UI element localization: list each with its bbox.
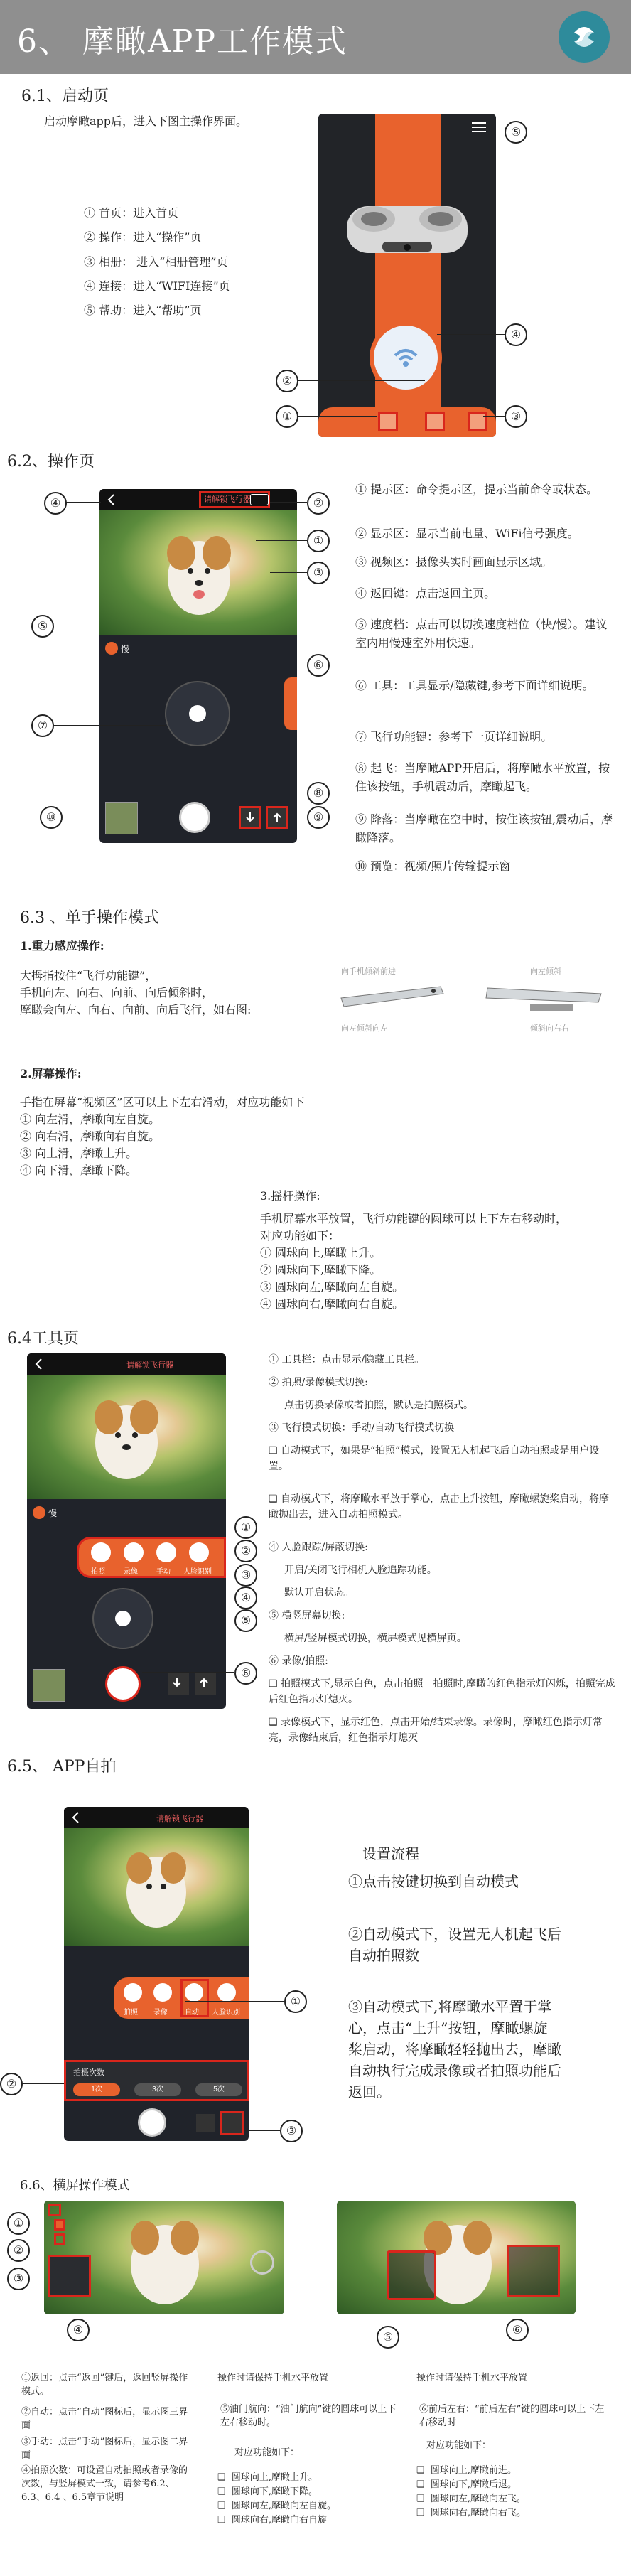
face-track-icon[interactable] (189, 1542, 209, 1562)
s64-item-3: 点击切换录像或者拍照，默认是拍照模式。 (284, 1400, 473, 1411)
callout-2: ② (7, 2239, 30, 2262)
back-icon[interactable] (68, 1810, 84, 1825)
land-button[interactable] (196, 2114, 215, 2132)
s66-col1-item-2: ②自动：点击“自动”图标后，显示图三界面 (21, 2407, 188, 2431)
s61-item-5: ⑤ 帮助：进入“帮助”页 (84, 304, 202, 317)
s62-item-2: ② 显示区：显示当前电量、WiFi信号强度。 (355, 527, 579, 540)
video-area[interactable] (64, 1828, 249, 1946)
back-icon[interactable] (48, 2204, 61, 2216)
s63-p2-title: 2.屏幕操作: (20, 1067, 82, 1080)
s64-item-6: ❑ 自动模式下，将摩瞰水平放于掌心，点击上升按钮，摩瞰螺旋桨启动，将摩瞰抛出去，进入自动拍照模式。 (269, 1493, 609, 1520)
callout-2: ② (234, 1540, 257, 1562)
leader-line (437, 334, 505, 335)
s62-item-1: ① 提示区：命令提示区，提示当前命令或状态。 (355, 483, 598, 496)
shot-count-panel (48, 2255, 91, 2297)
land-button[interactable] (168, 1673, 189, 1695)
preview-thumbnail[interactable] (33, 1669, 65, 1702)
takeoff-button[interactable] (266, 806, 288, 829)
callout-3: ③ (505, 405, 527, 428)
s62-item-4: ④ 返回键：点击返回主页。 (355, 586, 496, 600)
s66-col2-list-2: ❑ 圆球向下,摩瞰下降。 (217, 2486, 318, 2497)
video-area[interactable] (99, 510, 297, 635)
s66-col2-item: ⑤油门航向：“油门航向”键的圆球可以上下左右移动时。 (220, 2404, 397, 2428)
callout-3: ③ (307, 562, 330, 584)
tool-toggle[interactable] (284, 677, 297, 730)
leader-line (256, 540, 307, 541)
landscape-screen-mockup-1 (44, 2201, 284, 2314)
direction-joystick[interactable] (507, 2245, 560, 2297)
menu-icon[interactable] (469, 119, 489, 135)
drone-image (340, 185, 475, 270)
callout-5: ⑤ (31, 615, 54, 638)
callout-1: ① (7, 2212, 30, 2235)
s63-p2-line-2: ① 向左滑，摩瞰向左自旋。 (20, 1112, 161, 1126)
s64-item-10: ⑤ 横竖屏幕切换: (269, 1610, 345, 1621)
s61-item-1: ① 首页：进入首页 (84, 206, 179, 220)
callout-5: ⑤ (505, 121, 527, 144)
s63-p3-line-2: 对应功能如下： (260, 1229, 340, 1243)
s61-item-2: ② 操作：进入“操作”页 (84, 230, 202, 244)
flight-joystick[interactable] (165, 681, 230, 746)
shot-count-option-5[interactable]: 5次 (195, 2083, 242, 2096)
s64-item-1: ① 工具栏：点击显示/隐藏工具栏。 (269, 1354, 425, 1365)
s64-item-8: 开启/关闭飞行相机人脸追踪功能。 (284, 1565, 437, 1576)
flight-mode-icon[interactable] (156, 1542, 176, 1562)
s66-col1-item-4: ④拍照次数：可设置自动拍照或者录像的次数，与竖屏模式一致，请参考6.2、6.3、6.4 、6.5章节说明 (21, 2465, 188, 2503)
s66-col1-item-1: ①返回：点击“返回”键后，返回竖屏操作模式。 (21, 2373, 188, 2397)
s63-p2-line-4: ③ 向上滑，摩瞰上升。 (20, 1147, 138, 1160)
photo-mode-icon[interactable] (124, 1983, 142, 2002)
s62-item-7: ⑦ 飞行功能键：参考下一页详细说明。 (355, 730, 553, 744)
s63-p3-title: 3.摇杆操作: (260, 1189, 320, 1203)
auto-icon[interactable] (54, 2219, 65, 2231)
callout-7: ⑦ (31, 714, 54, 737)
section-6-1-intro: 启动摩瞰app后，进入下图主操作界面。 (44, 114, 248, 128)
shutter-button[interactable] (138, 2108, 166, 2137)
s64-item-7: ④ 人脸跟踪/屏蔽切换: (269, 1542, 368, 1553)
callout-1: ① (234, 1516, 257, 1539)
callout-5: ⑤ (377, 2326, 399, 2349)
status-prompt: 请解锁飞行器 (126, 1361, 173, 1370)
callout-6: ⑥ (234, 1662, 257, 1685)
back-icon[interactable] (31, 1356, 47, 1372)
callout-4: ④ (67, 2319, 90, 2341)
shot-count-title: 拍摄次数 (73, 2068, 104, 2077)
s63-p1-line-1: 大拇指按住“飞行功能键”， (20, 969, 157, 982)
s64-item-12: ⑥ 录像/拍照: (269, 1655, 328, 1667)
tilt-side-illustration: 向左倾斜 倾斜向右右 (480, 965, 615, 1043)
s63-p3-line-4: ② 圆球向下,摩瞰下降。 (260, 1263, 382, 1277)
leader-line (53, 725, 166, 726)
leader-line (297, 380, 425, 381)
dog-image (99, 510, 297, 635)
preview-thumbnail[interactable] (105, 802, 138, 834)
section-6-5-heading: 6.5、 APP自拍 (7, 1758, 117, 1776)
s64-item-14: ❑ 录像模式下，显示红色，点击开始/结束录像。录像时，摩瞰红色指示灯常亮，录像结束后，红色指示灯熄灭 (269, 1717, 603, 1744)
callout-3: ③ (7, 2268, 30, 2290)
operate-nav-icon[interactable] (425, 412, 445, 431)
callout-1: ① (284, 1990, 307, 2013)
takeoff-button[interactable] (195, 1673, 216, 1695)
battery-icon (250, 494, 269, 505)
callout-4: ④ (505, 323, 527, 346)
s66-col3-item: ⑥前后左右：“前后左右”键的圆球可以上下左右移动时 (419, 2404, 605, 2428)
setup-step-3: ③自动模式下,将摩瞰水平置于掌心，点击“上升”按钮，摩瞰螺旋桨启动，将摩瞰轻轻抛出去，摩瞰自动执行完成录像或者拍照功能后返回。 (348, 1998, 561, 2100)
callout-1: ① (276, 405, 298, 428)
tool-bar: 拍照 录像 手动 人脸识别 (77, 1537, 226, 1578)
setup-step-1: ①点击按键切换到自动模式 (348, 1873, 519, 1890)
s66-col3-sub: 对应功能如下： (426, 2440, 492, 2451)
s66-col2-sub: 对应功能如下： (234, 2447, 300, 2458)
s64-item-9: 默认开启状态。 (284, 1587, 354, 1599)
auto-mode-icon[interactable] (185, 1983, 203, 2002)
face-track-icon[interactable] (217, 1983, 236, 2002)
setup-title: 设置流程 (362, 1845, 419, 1862)
s62-item-8: ⑧ 起飞：当摩瞰APP开启后，将摩瞰水平放置，按住该按钮，手机震动后，摩瞰起飞。 (355, 761, 610, 793)
page-header (0, 0, 631, 74)
section-6-4-heading: 6.4工具页 (7, 1330, 79, 1348)
leader-line (297, 416, 377, 417)
s63-p3-line-5: ③ 圆球向左,摩瞰向左自旋。 (260, 1280, 404, 1294)
s66-col2-list-3: ❑ 圆球向左,摩瞰向左自旋。 (217, 2501, 337, 2511)
callout-6: ⑥ (506, 2319, 529, 2341)
speed-toggle[interactable]: 慢 (33, 1506, 61, 1520)
s63-p3-line-3: ① 圆球向上,摩瞰上升。 (260, 1246, 382, 1260)
s66-col2-list-1: ❑ 圆球向上,摩瞰上升。 (217, 2472, 318, 2483)
leader-line (142, 1672, 234, 1673)
callout-2: ② (276, 370, 298, 392)
setup-step-2: ②自动模式下，设置无人机起飞后自动拍照数 (348, 1926, 561, 1964)
s66-col3-title: 操作时请保持手机水平放置 (416, 2373, 528, 2383)
operate-screen-mockup (99, 489, 297, 843)
section-6-3-heading: 6.3 、单手操作模式 (20, 909, 159, 927)
s64-item-2: ② 拍照/录像模式切换: (269, 1377, 368, 1388)
s62-item-6: ⑥ 工具：工具显示/隐藏键,参考下面详细说明。 (355, 679, 594, 692)
section-6-2-heading: 6.2、操作页 (7, 453, 95, 471)
callout-3: ③ (280, 2120, 303, 2142)
section-6-6-heading: 6.6、横屏操作模式 (20, 2178, 130, 2193)
video-mode-icon[interactable] (153, 1983, 172, 2002)
leader-line (21, 2083, 64, 2084)
s62-item-10: ⑩ 预览：视频/照片传输提示窗 (355, 859, 511, 873)
home-screen-mockup (318, 114, 496, 437)
tool-screen-mockup (27, 1353, 226, 1709)
callout-4: ④ (234, 1587, 257, 1609)
s63-p1-line-3: 摩瞰会向左、向右、向前、向后飞行，如右图: (20, 1003, 252, 1016)
bottom-nav (318, 407, 496, 437)
s64-item-13: ❑ 拍照模式下,显示白色，点击拍照。拍照时,摩瞰的红色指示灯闪烁，拍照完成后红色指示灯熄灭。 (269, 1678, 615, 1705)
connect-button[interactable] (370, 321, 442, 394)
leader-line (185, 2001, 284, 2002)
s66-col2-list-4: ❑ 圆球向右,摩瞰向右自旋 (217, 2515, 328, 2526)
shutter-button[interactable] (250, 2250, 274, 2275)
leader-line (244, 2130, 280, 2131)
land-button[interactable] (239, 806, 261, 829)
s64-item-4: ③ 飞行模式切换：手动/自动飞行模式切换 (269, 1422, 455, 1434)
callout-9: ⑨ (307, 806, 330, 829)
joystick-knob[interactable] (189, 705, 206, 722)
callout-3: ③ (234, 1564, 257, 1587)
s64-item-11: 横屏/竖屏模式切换，横屏模式见横屏页。 (284, 1633, 467, 1644)
flight-joystick[interactable] (92, 1588, 153, 1649)
callout-1: ① (307, 530, 330, 552)
manual-icon[interactable] (54, 2233, 65, 2245)
callout-8: ⑧ (307, 782, 330, 805)
joystick-knob[interactable] (115, 1611, 131, 1626)
brand-logo-icon (559, 11, 610, 63)
tool-bar: 拍照 录像 自动 人脸识别 (114, 1977, 249, 2019)
s61-item-4: ④ 连接：进入“WIFI连接”页 (84, 279, 230, 293)
callout-2: ② (307, 492, 330, 515)
shutter-button[interactable] (105, 1666, 141, 1702)
s66-col3-list-1: ❑ 圆球向上,摩瞰前进。 (416, 2465, 517, 2476)
speed-toggle[interactable] (105, 642, 134, 656)
callout-2: ② (0, 2073, 23, 2095)
status-prompt: 请解锁飞行器 (199, 491, 270, 508)
speed-label: 慢 (121, 644, 130, 654)
s66-col3-list-2: ❑ 圆球向下,摩瞰后退。 (416, 2479, 517, 2490)
s63-p1-line-2: 手机向左、向右、向前、向后倾斜时， (20, 986, 214, 999)
throttle-joystick[interactable] (387, 2250, 436, 2300)
photo-mode-icon[interactable] (91, 1542, 111, 1562)
back-icon[interactable] (104, 492, 119, 508)
s63-p2-line-1: 手指在屏幕“视频区”区可以上下左右滑动，对应功能如下 (20, 1095, 305, 1109)
s63-p2-line-3: ② 向右滑，摩瞰向右自旋。 (20, 1129, 161, 1143)
home-nav-icon[interactable] (378, 412, 398, 431)
tilt-forward-illustration: 向手机倾斜前进 向左倾斜向左 (327, 965, 455, 1043)
s62-item-3: ③ 视频区：摄像头实时画面显示区域。 (355, 555, 553, 569)
callout-5: ⑤ (234, 1609, 257, 1632)
s63-p3-line-1: 手机屏幕水平放置，飞行功能键的圆球可以上下左右移动时， (260, 1212, 568, 1225)
s62-item-9: ⑨ 降落：当摩瞰在空中时，按住该按钮,震动后，摩瞰降落。 (355, 812, 613, 844)
album-nav-icon[interactable] (468, 412, 487, 431)
leader-line (65, 502, 101, 503)
s63-p2-line-5: ④ 向下滑，摩瞰下降。 (20, 1164, 138, 1177)
shutter-button[interactable] (179, 802, 210, 833)
leader-line (270, 502, 307, 503)
s66-col3-list-3: ❑ 圆球向左,摩瞰向左飞。 (416, 2494, 527, 2504)
s66-col2-title: 操作时请保持手机水平放置 (217, 2373, 329, 2383)
shot-count-panel (64, 2060, 249, 2101)
s63-p1-title: 1.重力感应操作: (20, 939, 104, 952)
callout-4: ④ (44, 492, 67, 515)
leader-line (483, 416, 505, 417)
s66-col1-item-3: ③手动：点击“手动”图标后，显示图二界面 (21, 2437, 188, 2461)
callout-6: ⑥ (307, 654, 330, 677)
shot-count-option-1[interactable]: 1次 (73, 2083, 120, 2096)
leader-line (270, 572, 307, 573)
video-area[interactable] (27, 1375, 226, 1499)
page-title: 6、 摩瞰APP工作模式 (17, 23, 347, 60)
takeoff-button[interactable] (220, 2111, 244, 2135)
shot-count-option-3[interactable]: 3次 (134, 2083, 181, 2096)
s66-col3-list-4: ❑ 圆球向右,摩瞰向右飞。 (416, 2508, 527, 2518)
landscape-screen-mockup-2 (337, 2201, 576, 2314)
status-prompt: 请解锁飞行器 (156, 1815, 203, 1823)
section-6-1-heading: 6.1、启动页 (21, 87, 109, 105)
s61-item-3: ③ 相册： 进入“相册管理”页 (84, 255, 228, 269)
selfie-screen-mockup (64, 1807, 249, 2141)
s62-item-5: ⑤ 速度档：点击可以切换速度档位（快/慢）。建议室内用慢速室外用快速。 (355, 618, 608, 650)
s64-item-5: ❑ 自动模式下，如果是“拍照”模式，设置无人机起飞后自动拍照或是用户设置。 (269, 1445, 600, 1472)
video-mode-icon[interactable] (124, 1542, 144, 1562)
callout-10: ⑩ (40, 806, 63, 829)
s63-p3-line-6: ④ 圆球向右,摩瞰向右自旋。 (260, 1297, 404, 1311)
